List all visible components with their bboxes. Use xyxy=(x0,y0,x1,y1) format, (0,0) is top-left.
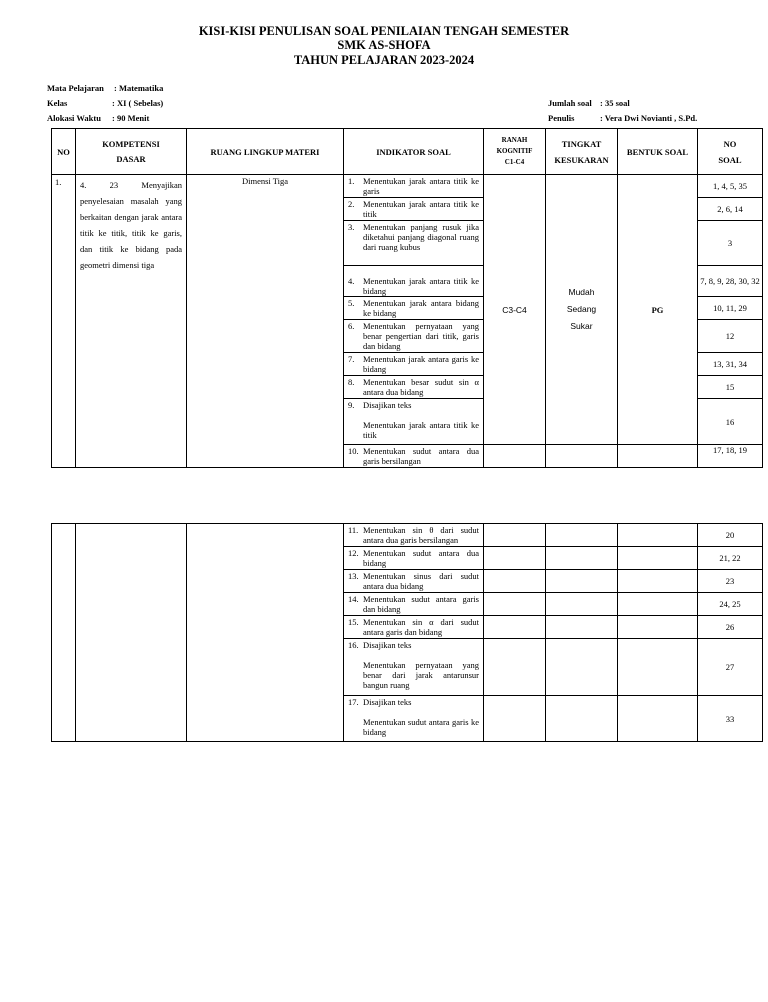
indicator-number: 13. xyxy=(348,571,359,581)
indicator-number: 1. xyxy=(348,176,355,186)
bentuk-cell-empty xyxy=(618,547,698,570)
nosoal-cell: 13, 31, 34 xyxy=(698,353,763,376)
indicator-text: Menentukan jarak antara titik ke bidang xyxy=(363,276,479,296)
school-name: SMK AS-SHOFA xyxy=(337,38,431,52)
tingkat-cell-empty xyxy=(546,696,618,742)
tingkat-cell-empty xyxy=(546,547,618,570)
indicator-cell xyxy=(344,175,484,198)
mapel-label: Mata Pelajaran xyxy=(47,83,104,93)
bentuk-cell-empty xyxy=(618,696,698,742)
bentuk-cell-empty xyxy=(618,445,698,468)
nosoal-cell: 24, 25 xyxy=(698,593,763,616)
row-number-empty xyxy=(52,524,76,742)
nosoal-cell: 26 xyxy=(698,616,763,639)
header-row xyxy=(52,129,763,175)
indicator-cell xyxy=(344,570,484,593)
indicator-text: Menentukan sin α dari sudut antara garis dan bidang xyxy=(363,617,479,637)
bentuk-cell: PG xyxy=(618,175,698,445)
col-nosoal-line2: SOAL xyxy=(718,154,742,165)
nosoal-cell: 33 xyxy=(698,696,763,742)
ranah-cell-empty xyxy=(484,445,546,468)
jumlah-value: : 35 soal xyxy=(600,98,630,108)
indicator-text: Menentukan besar sudut sin α antara dua bidang xyxy=(363,377,479,397)
materi-empty xyxy=(187,524,344,742)
table-row xyxy=(52,524,763,547)
col-bentuk: BENTUK SOAL xyxy=(618,129,698,175)
nosoal-cell: 10, 11, 29 xyxy=(698,297,763,320)
indicator-text: Menentukan jarak antara bidang ke bidang xyxy=(363,298,479,318)
indicator-number: 4. xyxy=(348,276,355,286)
tingkat-cell-empty xyxy=(546,639,618,696)
indicator-text: Disajikan teks xyxy=(363,697,412,707)
bentuk-cell-empty xyxy=(618,570,698,593)
academic-year: TAHUN PELAJARAN 2023-2024 xyxy=(293,53,475,67)
penulis-label: Penulis xyxy=(548,113,575,123)
indicator-number: 3. xyxy=(348,222,355,232)
indicator-number: 12. xyxy=(348,548,359,558)
nosoal-cell: 1, 4, 5, 35 xyxy=(698,175,763,198)
tingkat-cell-empty xyxy=(546,445,618,468)
col-kompetensi xyxy=(76,129,187,175)
row-number: 1. xyxy=(52,175,76,468)
indicator-number: 2. xyxy=(348,199,355,209)
indicator-text: Menentukan sudut antara garis dan bidang xyxy=(363,594,479,614)
indicator-cell xyxy=(344,198,484,221)
indicator-text: Menentukan jarak antara titik ke titik xyxy=(363,199,479,219)
indicator-text-detail: Menentukan sudut antara garis ke bidang xyxy=(363,717,479,737)
kelas-value: : XI ( Sebelas) xyxy=(112,98,164,108)
indicator-text: Menentukan sin θ dari sudut antara dua garis bersilangan xyxy=(363,525,479,545)
bentuk-cell-empty xyxy=(618,616,698,639)
ranah-cell-empty xyxy=(484,547,546,570)
kompetensi-dasar xyxy=(76,175,187,468)
mapel-value: : Matematika xyxy=(114,83,164,93)
alokasi-value: : 90 Menit xyxy=(112,113,150,123)
col-ranah-line2: KOGNITIF xyxy=(496,147,533,155)
ranah-cell-empty xyxy=(484,696,546,742)
indicator-number: 7. xyxy=(348,354,355,364)
indicator-cell xyxy=(344,266,484,297)
indicator-cell xyxy=(344,524,484,547)
indicator-cell xyxy=(344,376,484,399)
indicator-cell xyxy=(344,616,484,639)
indicator-cell xyxy=(344,445,484,468)
indicator-cell xyxy=(344,593,484,616)
tingkat-sedang: Sedang xyxy=(566,304,597,314)
indicator-text: Menentukan sudut antara dua bidang xyxy=(363,548,479,568)
bentuk-cell-empty xyxy=(618,639,698,696)
col-tingkat-line2: KESUKARAN xyxy=(554,154,609,165)
tingkat-mudah: Mudah xyxy=(568,287,595,297)
indicator-number: 16. xyxy=(348,640,359,650)
indicator-cell xyxy=(344,353,484,376)
kisi-table-2 xyxy=(51,523,763,742)
ranah-cell-empty xyxy=(484,524,546,547)
col-kompetensi-line2: DASAR xyxy=(116,153,146,164)
col-nosoal xyxy=(698,129,763,175)
ranah-cell-empty xyxy=(484,593,546,616)
nosoal-cell: 12 xyxy=(698,320,763,353)
nosoal-cell: 27 xyxy=(698,639,763,696)
indicator-number: 5. xyxy=(348,298,355,308)
indicator-cell xyxy=(344,320,484,353)
nosoal-cell: 15 xyxy=(698,376,763,399)
indicator-cell xyxy=(344,547,484,570)
indicator-text: Menentukan pernyataan yang benar pengertian dari titik, garis dan bidang xyxy=(363,321,479,351)
jumlah-label: Jumlah soal xyxy=(548,98,592,108)
kelas-label: Kelas xyxy=(47,98,68,108)
indicator-text: Menentukan panjang rusuk jika diketahui panjang diagonal ruang dari ruang kubus xyxy=(363,222,479,252)
kompetensi-dasar-text: 4. 23 Menyajikan penyelesaian masalah yang berkaitan dengan jarak antara titik ke titik, titik ke garis, dan titik ke bidang pada geometri dimensi tiga xyxy=(80,180,182,270)
indicator-number: 14. xyxy=(348,594,359,604)
ranah-cell-empty xyxy=(484,616,546,639)
tingkat-sukar: Sukar xyxy=(570,321,593,331)
indicator-text: Menentukan sudut antara dua garis bersilangan xyxy=(363,446,479,466)
col-indikator: INDIKATOR SOAL xyxy=(344,129,484,175)
indicator-number: 8. xyxy=(348,377,355,387)
nosoal-cell: 3 xyxy=(698,221,763,266)
ranah-cell-empty xyxy=(484,570,546,593)
indicator-number: 11. xyxy=(348,525,359,535)
tingkat-cell-empty xyxy=(546,616,618,639)
bentuk-cell-empty xyxy=(618,593,698,616)
tingkat-cell-empty xyxy=(546,524,618,547)
nosoal-cell: 20 xyxy=(698,524,763,547)
ranah-cell-empty xyxy=(484,639,546,696)
indicator-number: 15. xyxy=(348,617,359,627)
col-ranah-line3: C1-C4 xyxy=(504,158,525,166)
tingkat-cell xyxy=(546,175,618,445)
col-nosoal-line1: NO xyxy=(723,138,737,149)
indicator-cell xyxy=(344,221,484,266)
materi-cell: Dimensi Tiga xyxy=(187,175,344,468)
indicator-number: 6. xyxy=(348,321,355,331)
indicator-text: Menentukan sinus dari sudut antara dua bidang xyxy=(363,571,479,591)
indicator-number: 10. xyxy=(348,446,359,456)
col-no: NO xyxy=(52,129,76,175)
alokasi-label: Alokasi Waktu xyxy=(47,113,101,123)
kompetensi-empty xyxy=(76,524,187,742)
nosoal-cell: 23 xyxy=(698,570,763,593)
indicator-text: Menentukan jarak antara titik ke garis xyxy=(363,176,479,196)
tingkat-cell-empty xyxy=(546,570,618,593)
col-tingkat-line1: TINGKAT xyxy=(561,138,602,149)
col-ranah xyxy=(484,129,546,175)
indicator-text: Menentukan jarak antara garis ke bidang xyxy=(363,354,479,374)
indicator-text-detail: Menentukan pernyataan yang benar dari jarak antarunsur bangun ruang xyxy=(363,660,479,690)
indicator-cell xyxy=(344,399,484,445)
nosoal-cell: 2, 6, 14 xyxy=(698,198,763,221)
tingkat-cell-empty xyxy=(546,593,618,616)
ranah-cell: C3-C4 xyxy=(484,175,546,445)
nosoal-cell: 7, 8, 9, 28, 30, 32 xyxy=(698,266,763,297)
col-tingkat xyxy=(546,129,618,175)
indicator-text: Disajikan teks xyxy=(363,400,412,410)
indicator-number: 9. xyxy=(348,400,355,410)
bentuk-cell-empty xyxy=(618,524,698,547)
col-kompetensi-line1: KOMPETENSI xyxy=(102,138,160,149)
col-materi: RUANG LINGKUP MATERI xyxy=(187,129,344,175)
indicator-cell xyxy=(344,297,484,320)
indicator-cell xyxy=(344,696,484,742)
kisi-table-1 xyxy=(51,128,763,468)
col-ranah-line1: RANAH xyxy=(501,136,528,144)
indicator-text: Disajikan teks xyxy=(363,640,412,650)
doc-title: KISI-KISI PENULISAN SOAL PENILAIAN TENGAH SEMESTER xyxy=(198,24,570,38)
nosoal-cell: 21, 22 xyxy=(698,547,763,570)
indicator-cell xyxy=(344,639,484,696)
nosoal-cell: 17, 18, 19 xyxy=(698,445,763,468)
penulis-value: : Vera Dwi Novianti , S.Pd. xyxy=(600,113,698,123)
indicator-text-detail: Menentukan jarak antara titik ke titik xyxy=(363,420,479,440)
nosoal-cell: 16 xyxy=(698,399,763,445)
table-row xyxy=(52,175,763,198)
indicator-number: 17. xyxy=(348,697,359,707)
